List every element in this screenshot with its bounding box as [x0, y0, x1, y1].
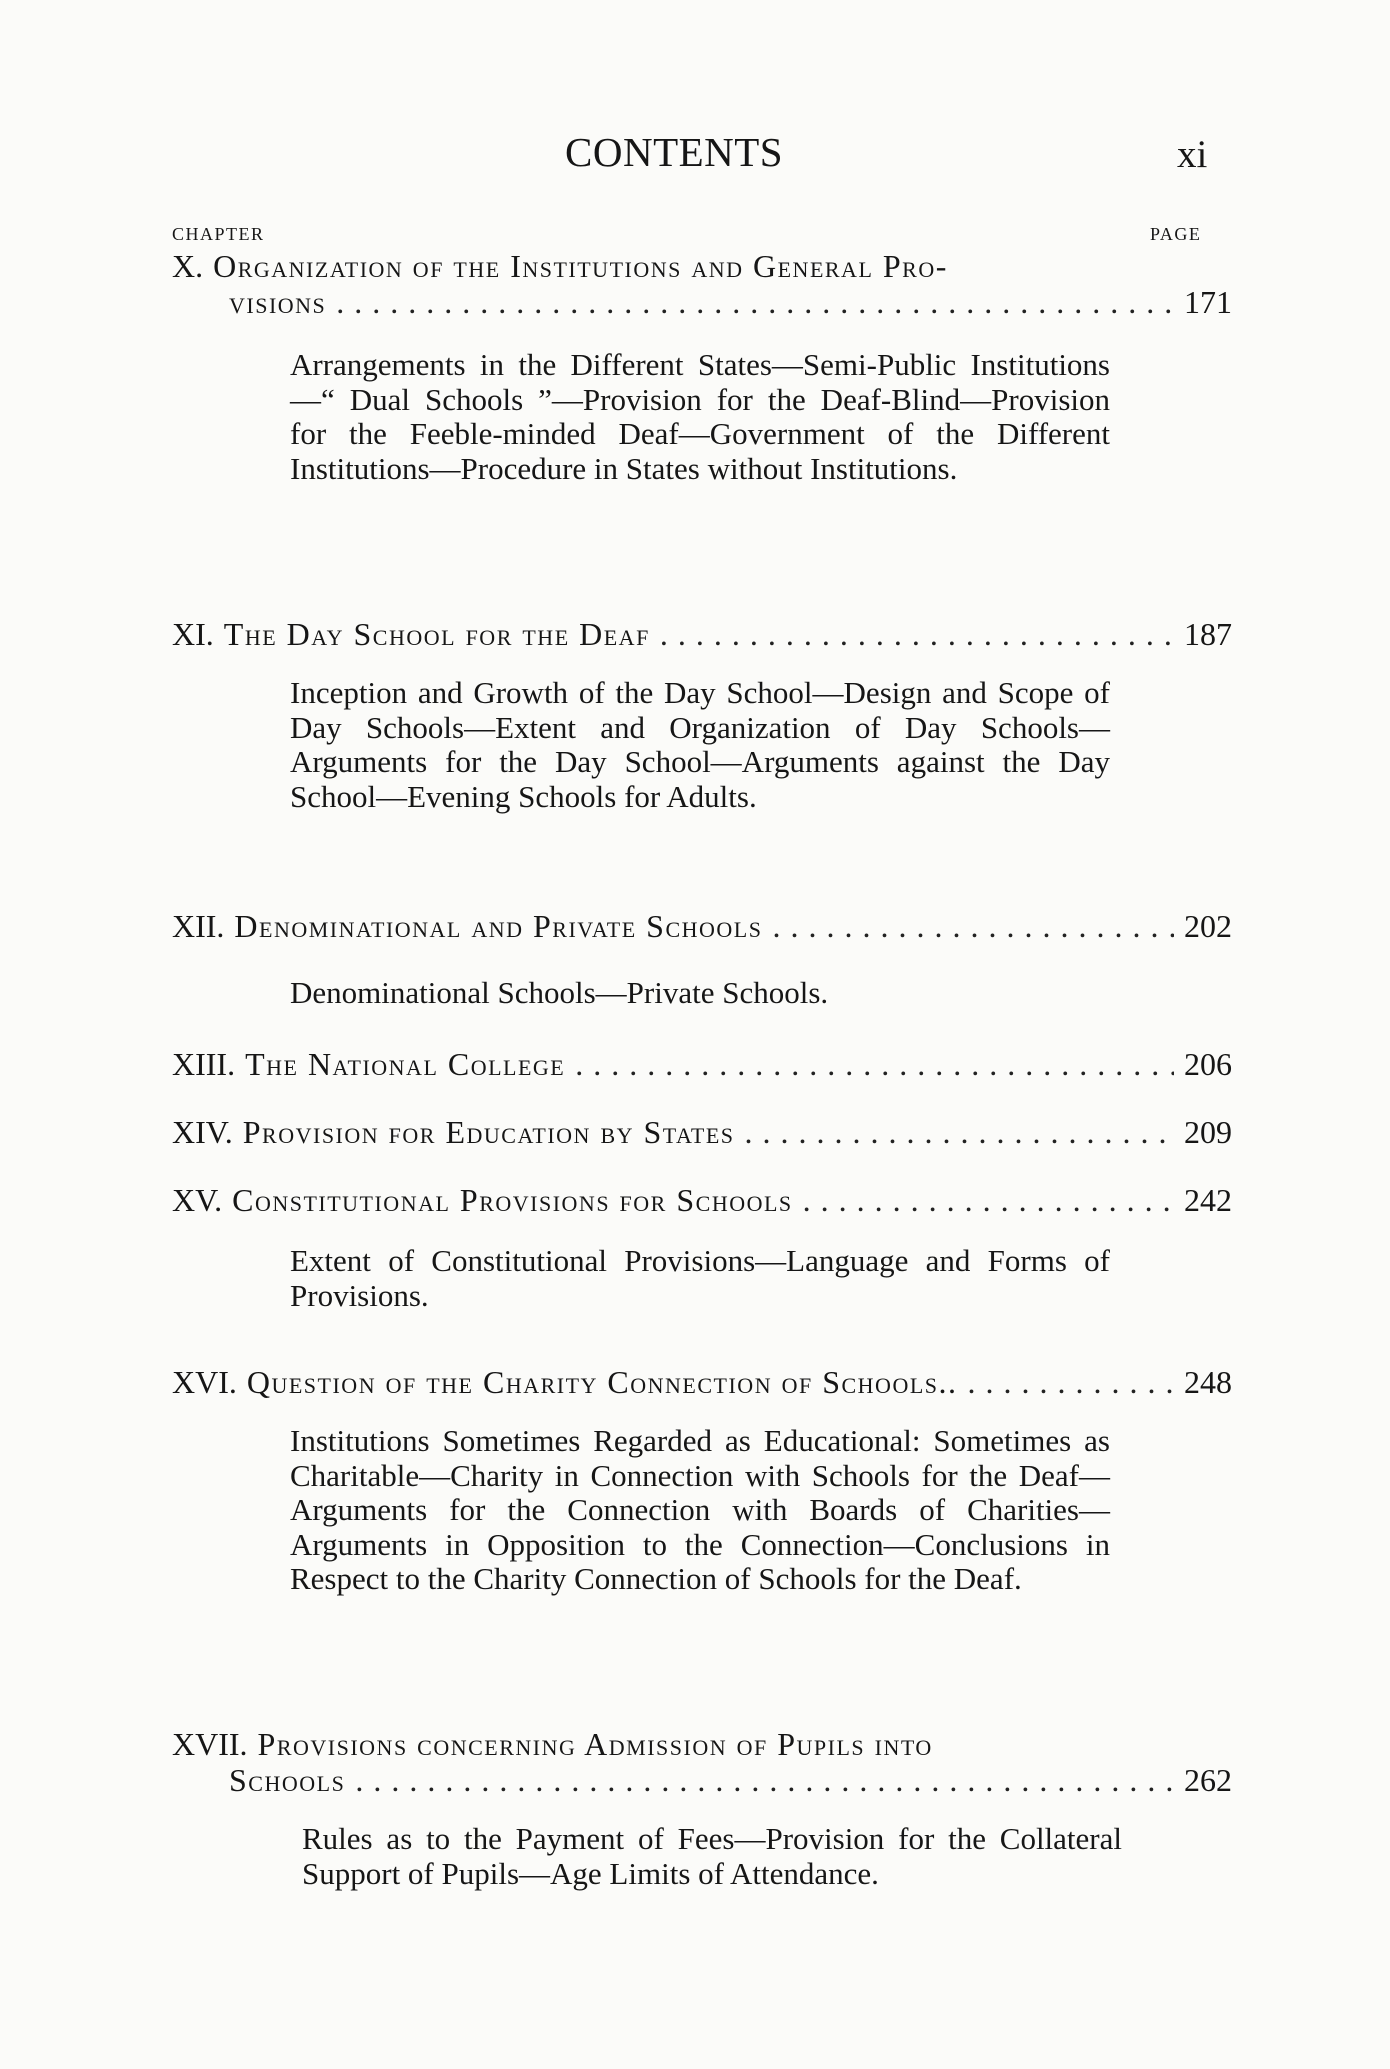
chapter-title: Provisions concerning Admission of Pupils into [257, 1726, 933, 1762]
chapter-number: XVII. [172, 1726, 248, 1762]
page-number: xi [1177, 133, 1208, 176]
chapter-title: The National College [245, 1046, 566, 1082]
toc-entry-x[interactable] [172, 248, 1232, 320]
toc-entry-xiv[interactable] [172, 1114, 1232, 1150]
chapter-number: XIV. [172, 1114, 233, 1150]
chapter-title: Constitutional Provisions for Schools [232, 1182, 793, 1218]
chapter-summary: Inception and Growth of the Day School—Design and Scope of Day Schools—Extent and Organization of Day Schools—Arguments for the Day School—Arguments against the Day School—Evening Schools for Adults. [290, 675, 1110, 814]
dot-leader [968, 1364, 1174, 1400]
page-title: CONTENTS [565, 129, 784, 175]
toc-entry-xiii[interactable] [172, 1046, 1232, 1082]
chapter-summary: Arrangements in the Different States—Semi-Public Institutions—“ Dual Schools ”—Provision for the Deaf-Blind—Provision for the Feeble-minded Deaf—Government of the Different Institutions—Procedure in States without Institutions. [290, 347, 1110, 486]
chapter-title-continued: visions [229, 284, 327, 320]
chapter-title: The Day School for the Deaf [223, 616, 650, 652]
page-reference: 242 [1184, 1182, 1232, 1218]
chapter-number: XVI. [172, 1364, 237, 1400]
dot-leader [575, 1046, 1174, 1082]
chapter-number: XII. [172, 908, 225, 944]
running-head [0, 128, 1390, 188]
page-reference: 202 [1184, 908, 1232, 944]
chapter-number: XV. [172, 1182, 223, 1218]
page-reference: 248 [1184, 1364, 1232, 1400]
dot-leader [803, 1182, 1174, 1218]
chapter-number: XI. [172, 616, 214, 652]
page-reference: 171 [1184, 284, 1232, 320]
page-reference: 209 [1184, 1114, 1232, 1150]
page-reference: 262 [1184, 1762, 1232, 1798]
toc-entry-xvi[interactable] [172, 1364, 1232, 1400]
chapter-title: Provision for Education by States [242, 1114, 735, 1150]
toc-entry-xv[interactable] [172, 1182, 1232, 1218]
chapter-summary: Rules as to the Payment of Fees—Provision for the Collateral Support of Pupils—Age Limits of Attendance. [302, 1821, 1122, 1891]
dot-leader [336, 284, 1174, 320]
dot-leader [660, 616, 1174, 652]
chapter-title: Denominational and Private Schools [234, 908, 763, 944]
chapter-number: X. [172, 248, 204, 284]
chapter-title: Organization of the Institutions and General Pro- [213, 248, 948, 284]
chapter-column-label: CHAPTER [172, 224, 265, 244]
dot-leader [772, 908, 1174, 944]
page-reference: 206 [1184, 1046, 1232, 1082]
chapter-summary: Denominational Schools—Private Schools. [290, 975, 829, 1010]
chapter-summary: Institutions Sometimes Regarded as Educational: Sometimes as Charitable—Charity in Connection with Schools for the Deaf—Arguments for the Connection with Boards of Charities—Arguments in Opposition to the Connection—Conclusions in Respect to the Charity Connection of Schools for the Deaf. [290, 1423, 1110, 1596]
toc-entry-xi[interactable] [172, 616, 1232, 652]
chapter-title-continued: Schools [229, 1762, 346, 1798]
toc-entry-xvii[interactable] [172, 1726, 1232, 1798]
page-column-label: PAGE [1150, 224, 1202, 244]
chapter-number: XIII. [172, 1046, 236, 1082]
chapter-summary: Extent of Constitutional Provisions—Language and Forms of Provisions. [290, 1243, 1110, 1313]
dot-leader [745, 1114, 1174, 1150]
dot-leader [355, 1762, 1174, 1798]
page-reference: 187 [1184, 616, 1232, 652]
chapter-title: Question of the Charity Connection of Schools.. [246, 1364, 958, 1400]
toc-entry-xii[interactable] [172, 908, 1232, 944]
